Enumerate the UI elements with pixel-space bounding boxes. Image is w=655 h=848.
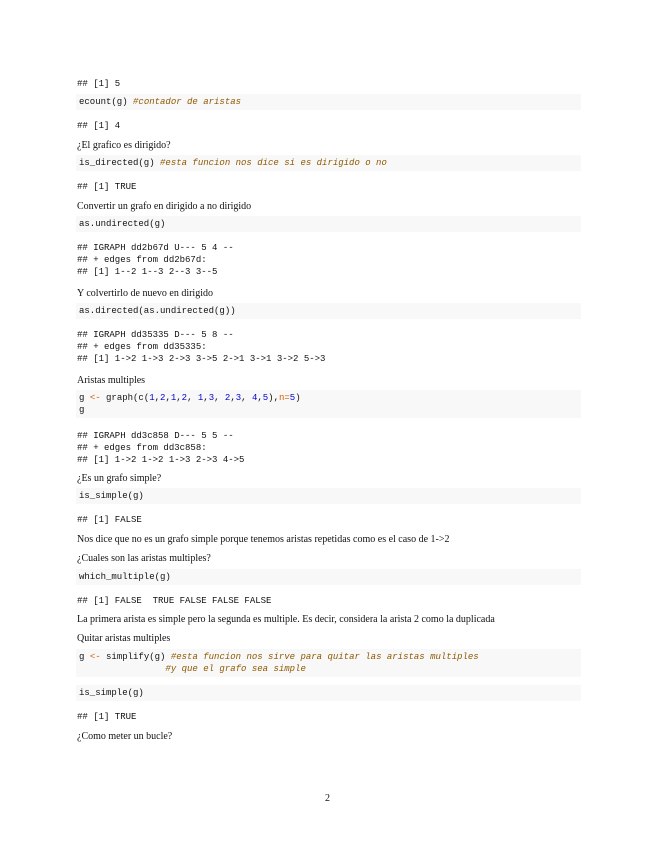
paragraph: Quitar aristas multiples [77,633,171,644]
code-token: 1 [149,393,155,403]
output-line: ## [1] 5 [77,79,121,89]
code-line [79,571,578,583]
paragraph: Aristas multiples [77,375,146,386]
code-chunk [76,649,581,677]
code-token: ) [295,393,301,403]
output-line: ## + edges from dd35335: [77,342,207,352]
code-chunk [76,94,581,110]
code-output [76,78,582,90]
code-token: , [176,393,182,403]
code-output [76,595,582,607]
code-line [79,157,578,169]
output-line: ## [1] FALSE TRUE FALSE FALSE FALSE [77,596,272,606]
code-token: n= [278,393,290,403]
code-comment: #esta funcion nos dice si es dirigido o no [160,158,387,168]
code-line [79,651,578,663]
code-token: <- [89,652,101,662]
code-token: , [257,393,263,403]
code-chunk [76,569,581,585]
code-token: 1 [170,393,177,403]
code-output [76,514,582,526]
code-token: 2 [181,393,188,403]
code-line [79,218,578,230]
code-chunk [76,216,581,232]
paragraph: ¿Como meter un bucle? [77,731,173,742]
code-output [76,711,582,723]
paragraph: ¿Cuales son las aristas multiples? [77,553,211,564]
output-line: ## [1] 1--2 1--3 2--3 3--5 [77,267,218,277]
code-token: , [203,393,209,403]
code-line [79,404,578,416]
code-output [76,181,582,193]
code-comment: #esta funcion nos sirve para quitar las aristas multiples [170,652,479,662]
paragraph: ¿El grafico es dirigido? [77,140,171,151]
code-chunk [76,155,581,171]
code-token: , [154,393,161,403]
code-token: 3 [235,393,242,403]
code-token: 5 [289,393,296,403]
output-line: ## [1] 4 [77,121,121,131]
output-line: ## + edges from dd2b67d: [77,255,207,265]
code-token: ecount(g) [79,97,134,107]
code-comment: #y que el grafo sea simple [165,664,306,674]
page-number: 2 [325,793,330,804]
paragraph: Y colvertirlo de nuevo en dirigido [77,288,213,299]
code-token: is_simple(g) [79,688,144,698]
code-output [76,120,582,132]
code-token: , [241,393,252,403]
code-token: , [214,393,225,403]
code-output [76,430,582,466]
code-token: graph(c( [100,393,150,403]
code-line [79,490,578,502]
code-token: g [79,405,85,415]
code-output [76,242,582,278]
output-line: ## IGRAPH dd2b67d U--- 5 4 -- [77,243,234,253]
code-token: , [187,393,198,403]
output-line: ## [1] TRUE [77,182,137,192]
code-token: <- [89,393,101,403]
code-token: 2 [160,393,166,403]
code-token: 1 [197,393,204,403]
code-output [76,329,582,365]
output-line: ## IGRAPH dd3c858 D--- 5 5 -- [77,431,234,441]
code-comment: #contador de aristas [133,97,242,107]
code-chunk [76,685,581,701]
code-chunk [76,488,581,504]
code-line [79,663,578,675]
paragraph: Nos dice que no es un grafo simple porque tenemos aristas repetidas como es el caso de 1->2 [77,534,450,545]
output-line: ## IGRAPH dd35335 D--- 5 8 -- [77,330,234,340]
code-token: which_multiple(g) [79,572,171,582]
code-token: as.undirected(g) [79,219,166,229]
code-token: g [79,652,90,662]
code-token: , [165,393,171,403]
code-line [79,687,578,699]
code-token: 5 [262,393,269,403]
code-token: 3 [208,393,215,403]
code-token: is_directed(g) [79,158,161,168]
code-token: 4 [251,393,258,403]
paragraph: Convertir un grafo en dirigido a no dirigido [77,201,252,212]
code-token: , [230,393,236,403]
code-token: as.directed(as.undirected(g)) [79,306,236,316]
output-line: ## + edges from dd3c858: [77,443,207,453]
output-line: ## [1] 1->2 1->3 2->3 3->5 2->1 3->1 3->2 5->3 [77,354,326,364]
code-line [79,305,578,317]
output-line: ## [1] FALSE [77,515,142,525]
output-line: ## [1] TRUE [77,712,137,722]
paragraph: La primera arista es simple pero la segunda es multiple. Es decir, considera la arista 2 como la duplicada [77,614,495,625]
code-line [79,392,578,404]
code-token: ), [268,393,279,403]
paragraph: ¿Es un grafo simple? [77,473,162,484]
output-line: ## [1] 1->2 1->2 1->3 2->3 4->5 [77,455,245,465]
code-chunk [76,390,581,418]
code-token [79,664,165,674]
code-token: g [79,393,90,403]
code-token: simplify(g) [100,652,171,662]
code-line [79,96,578,108]
code-token: 2 [224,393,231,403]
code-chunk [76,303,581,319]
code-token: is_simple(g) [79,491,144,501]
